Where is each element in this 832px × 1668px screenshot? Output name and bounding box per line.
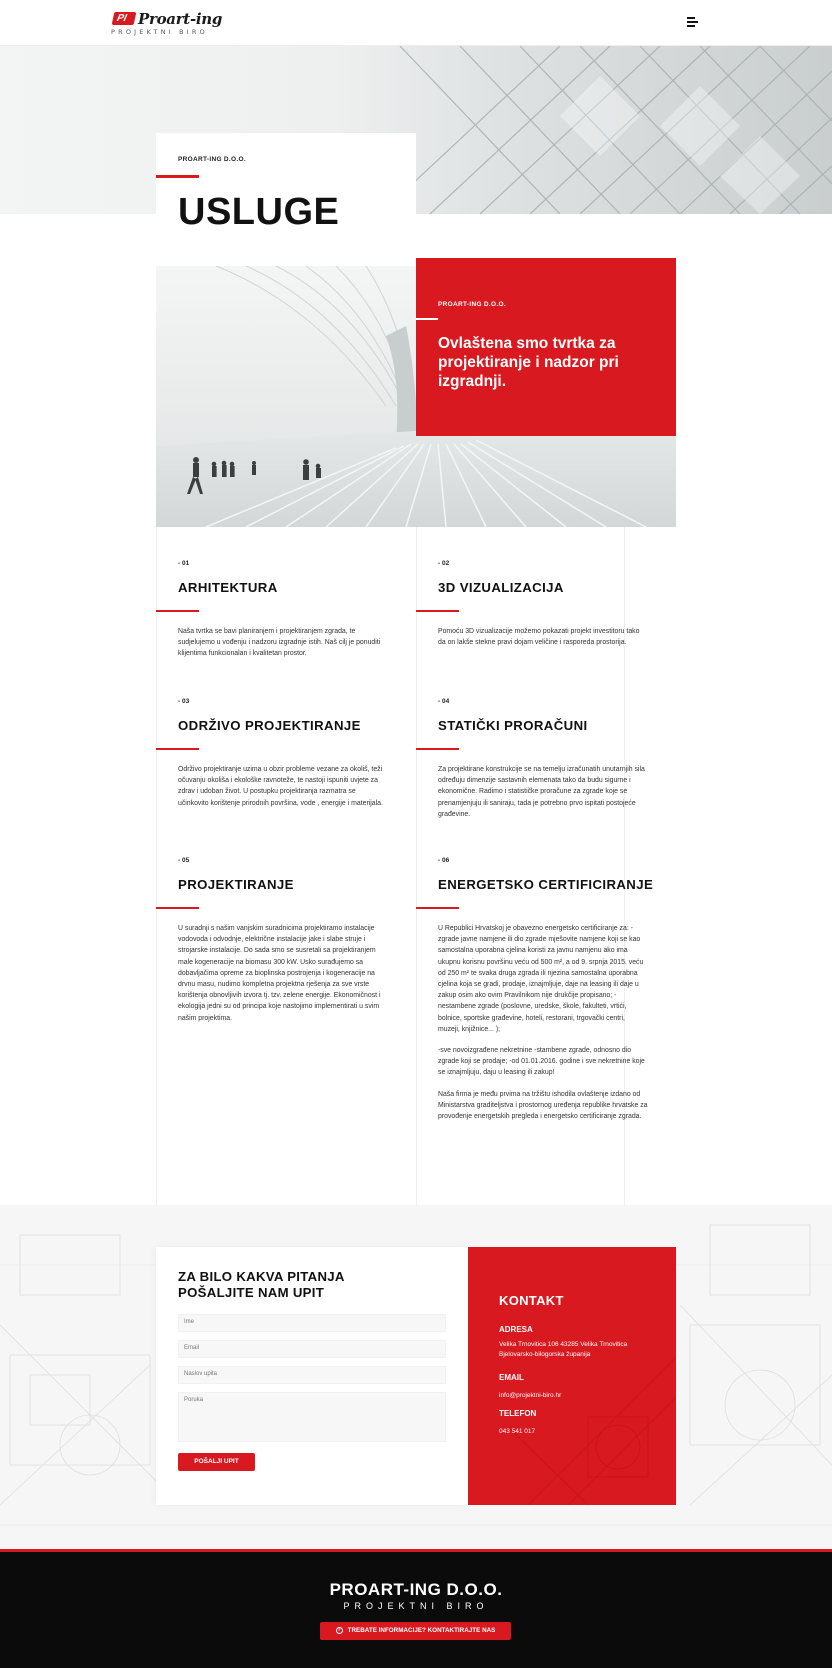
service-description: Održivo projektiranje uzima u obzir probleme vezane za okoliš, teži očuvanju okoliša i ekološke ravnoteže, te nastoji ispuniti uvjete za zdrav i udoban život. U postupku projektiranja razmatra se učinkovito korištenje prirodnih površina, vode , energije i materijala. — [178, 766, 383, 807]
service-number: - 05 — [178, 857, 190, 864]
logo[interactable] — [110, 11, 230, 37]
white-accent-line — [416, 318, 438, 320]
red-accent-line — [416, 748, 459, 750]
red-accent-line — [156, 610, 199, 612]
service-number: - 03 — [178, 698, 190, 705]
intro-lead: Ovlaštena smo tvrtka za projektiranje i nadzor pri izgradnji. — [438, 335, 619, 390]
intro-kicker: PROART-ING D.O.O. — [438, 301, 506, 308]
red-accent-line — [416, 907, 459, 909]
service-number: - 06 — [438, 857, 450, 864]
email-link[interactable]: info@projektni-biro.hr — [499, 1392, 562, 1399]
hero-background-image — [0, 46, 832, 214]
footer-company: PROART-ING D.O.O. — [329, 1580, 503, 1599]
service-title: 3D VIZUALIZACIJA — [438, 580, 564, 595]
service-title: ENERGETSKO CERTIFICIRANJE — [438, 877, 654, 892]
logo-mark: PI — [112, 12, 137, 25]
logo-name: Proart-ing — [138, 10, 223, 28]
contact-title: KONTAKT — [499, 1293, 564, 1308]
red-accent-line — [156, 748, 199, 750]
name-input[interactable]: Ime — [178, 1314, 446, 1332]
hamburger-menu-icon[interactable] — [684, 15, 700, 29]
page-title: USLUGE — [178, 191, 340, 233]
grid-line — [416, 527, 417, 1205]
subject-input[interactable]: Naslov upita — [178, 1366, 446, 1384]
address-label: ADRESA — [499, 1325, 533, 1334]
contact-info-card — [468, 1247, 676, 1505]
inquiry-form — [156, 1247, 468, 1505]
phone-link[interactable]: 043 541 017 — [499, 1428, 536, 1435]
red-accent-line — [156, 175, 199, 178]
intro-red-card — [416, 258, 676, 436]
service-title: ODRŽIVO PROJEKTIRANJE — [178, 718, 361, 733]
form-title: ZA BILO KAKVA PITANJA POŠALJITE NAM UPIT — [178, 1269, 345, 1300]
red-accent-line — [156, 907, 199, 909]
contact-cta-button[interactable] — [320, 1622, 511, 1640]
service-description: Naša tvrtka se bavi planiranjem i projektiranjem zgrada, te sudjelujemo u vođenju i nadzoru izgradnje istih. Naš cilj je ponuditi klijentima funkcionalan i kvalitetan prostor. — [178, 628, 381, 658]
logo-tagline: PROJEKTNI BIRO — [111, 28, 208, 36]
email-label: EMAIL — [499, 1373, 524, 1382]
service-title: STATIČKI PRORAČUNI — [438, 718, 588, 733]
service-number: - 04 — [438, 698, 450, 705]
hero-title-card — [156, 133, 416, 265]
footer-subtitle: PROJEKTNI BIRO — [343, 1601, 489, 1611]
service-description: Pomoću 3D vizualizacije možemo pokazati projekt investitoru tako da on lakše stekne pravi dojam veličine i rasporeda prostorija. — [438, 628, 640, 647]
message-textarea[interactable]: Poruka — [178, 1392, 446, 1442]
service-description: Za projektirane konstrukcije se na temelju izračunatih unutarnjih sila određuju dimenzije sastavnih elemenata tako da budu sigurne i ekonomične. Radimo i statističke proračune za zgrade koje se prenamjenjuju ili saniraju, tada je potrebno prvo ispitati postojeće građevine. — [438, 766, 645, 818]
service-number: - 01 — [178, 560, 190, 567]
service-title: PROJEKTIRANJE — [178, 877, 294, 892]
service-description: U Republici Hrvatskoj je obavezno energetsko certificiranje za: -zgrade javne namjene ili dio zgrade mješovite namjene koji se kao samostalna uporabna cjelina koristi za javnu namjenu ako ima ukupnu korisnu površinu veću od 500 m², a od 9. srpnja 2015. veću od 250 m² te svaka druga zgrada ili njezina samostalna uporabna cjelina koja se gradi, prodaje, iznajmljuje, daje na leasing ili daje u zakup osim ako ovim Pravilnikom nije drukčije propisano; -nestambene zgrade (poslovne, uredske, škole, fakulteti, vrtići, bolnice, sportske građevine, hoteli, restorani, trgovački centri, muzeji, knjižnice... ); -sve novoizgrađene nekretnine -stambene zgrade, odnosno dio zgrade koji se prodaje; -od 01.01.2016. godine i sve nekretnine koje se iznajmljuju, daju u leasing ili zakup! Naša firma je među prvima na tržištu ishodila ovlaštenje izdano od Ministarstva graditeljstva i prostornog uređenja republike hrvatske za provođenje energetskih pregleda i energetsko certificiranje zgrada. — [438, 925, 648, 1121]
site-footer — [0, 1549, 832, 1668]
question-circle-icon: ? — [337, 1626, 341, 1633]
phone-label: TELEFON — [499, 1409, 537, 1418]
cta-label: TREBATE INFORMACIJE? KONTAKTIRAJTE NAS — [347, 1627, 496, 1634]
service-description: U suradnji s našim vanjskim suradnicima projektiramo instalacije vodovoda i odvodnje, električne instalacije jake i slabe struje i strojarske instalacije. Do sada smo se susretali sa projektiranjem male kogeneracije na biomasu 300 kW. Usko surađujemo sa dobavljačima opreme za bioplinska postrojenja i kogeneracije na drvnu masu, nudimo kompletna projektna rješenja za sve vrste korištenja obnovljivih izvora tj. tzv. zelene energije. Ekonomičnost i ekologija jedni su od principa koje nastojimo implementirati u svim našim projektima. — [178, 925, 381, 1022]
grid-line — [156, 527, 157, 1205]
site-header — [0, 0, 832, 46]
red-accent-line — [416, 610, 459, 612]
service-title: ARHITEKTURA — [178, 580, 278, 595]
email-input[interactable]: Email — [178, 1340, 446, 1358]
hero-kicker: PROART-ING D.O.O. — [178, 156, 246, 163]
address-value: Velika Trnovitica 106 43285 Velika Trnovitica Bjelovarsko-bilogorska županija — [499, 1341, 628, 1358]
send-inquiry-button[interactable]: POŠALJI UPIT — [178, 1453, 255, 1471]
service-number: - 02 — [438, 560, 450, 567]
